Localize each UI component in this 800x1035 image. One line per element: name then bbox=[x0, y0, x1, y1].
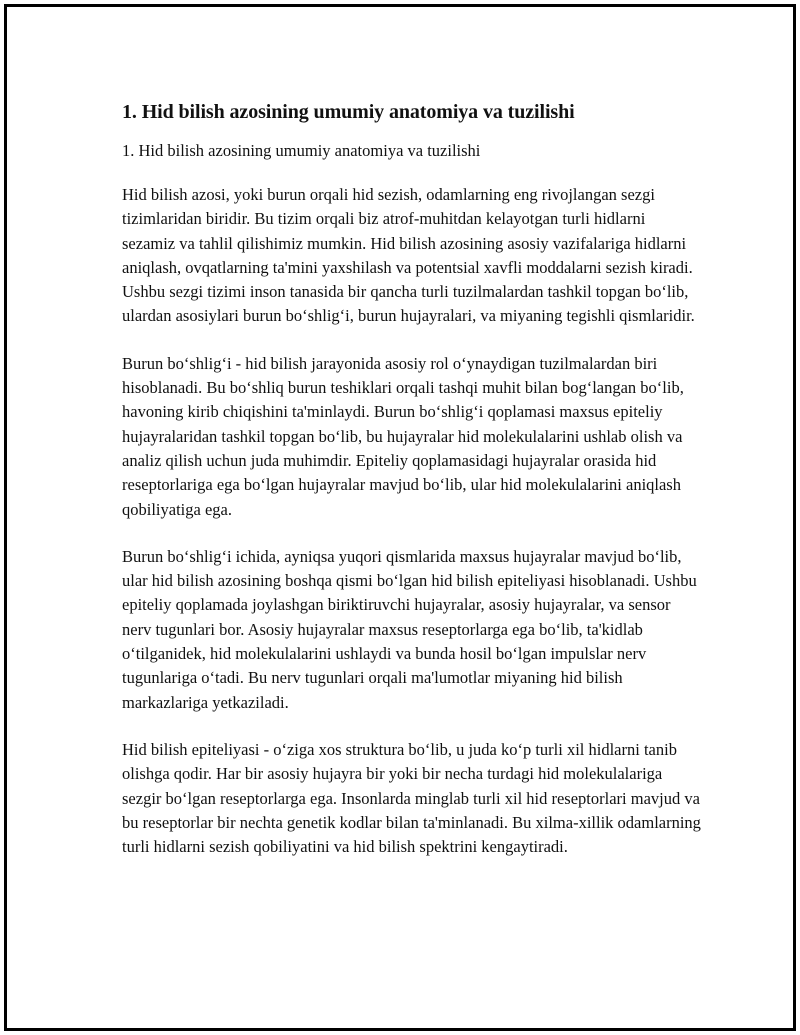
page-title: 1. Hid bilish azosining umumiy anatomiya va tuzilishi bbox=[122, 101, 575, 123]
paragraph-olfactory-epithelium: Hid bilish epiteliyasi - o‘ziga xos struktura bo‘lib, u juda ko‘p turli xil hidlarni tanib olishga qodir. Har bir asosiy hujayra bir yoki bir necha turdagi hid molekulalariga sezgir bo‘lgan reseptorlarga ega. Insonlarda minglab turli xil hid reseptorlari mavjud va bu reseptorlar bir nechta genetik kodlar bilan ta'minlanadi. Bu xilma-xillik odamlarning turli hidlarni sezish qobiliyatini va hid bilish spektrini kengaytiradi. bbox=[122, 739, 701, 857]
document-body bbox=[122, 97, 702, 882]
paragraph-olfactory-cells: Burun bo‘shlig‘i ichida, ayniqsa yuqori qismlarida maxsus hujayralar mavjud bo‘lib, ular hid bilish azosining boshqa qismi bo‘lgan hid bilish epiteliyasi hisoblanadi. Ushbu epiteliy qoplamada joylashgan biriktiruvchi hujayralar, asosiy hujayralar, va sensor nerv tugunlari bor. Asosiy hujayralar maxsus reseptorlarga ega bo‘lib, ta'kidlab o‘tilganidek, hid molekulalarini ushlaydi va bunda hosil bo‘lgan impulslar nerv tugunlariga o‘tadi. Bu nerv tugunlari orqali ma'lumotlar miyaning hid bilish markazlariga yetkaziladi. bbox=[122, 546, 697, 712]
section-subtitle: 1. Hid bilish azosining umumiy anatomiya va tuzilishi bbox=[122, 141, 481, 160]
paragraph-intro: Hid bilish azosi, yoki burun orqali hid sezish, odamlarning eng rivojlangan sezgi tizimlaridan biridir. Bu tizim orqali biz atrof-muhitdan kelayotgan turli hidlarni sezamiz va tahlil qilishimiz mumkin. Hid bilish azosining asosiy vazifalariga hidlarni aniqlash, ovqatlarning ta'mini yaxshilash va potentsial xavfli moddalarni sezish kiradi. Ushbu sezgi tizimi inson tanasida bir qancha turli tuzilmalardan tashkil topgan bo‘lib, ulardan asosiylari burun bo‘shlig‘i, burun hujayralari, va miyaning tegishli qismlaridir. bbox=[122, 185, 695, 326]
paragraph-nasal-cavity: Burun bo‘shlig‘i - hid bilish jarayonida asosiy rol o‘ynaydigan tuzilmalardan biri hisoblanadi. Bu bo‘shliq burun teshiklari orqali tashqi muhit bilan bog‘langan bo‘lib, havoning kirib chiqishini ta'minlaydi. Burun bo‘shlig‘i qoplamasi maxsus epiteliy hujayralaridan tashkil topgan bo‘lib, bu hujayralar hid molekulalarini ushlab olish va analiz qilish uchun juda muhimdir. Epiteliy qoplamasidagi hujayralar orasida hid reseptorlariga ega bo‘lgan hujayralar mavjud bo‘lib, ular hid molekulalarini aniqlash qobiliyatiga ega. bbox=[122, 353, 684, 519]
page-frame bbox=[4, 4, 796, 1031]
